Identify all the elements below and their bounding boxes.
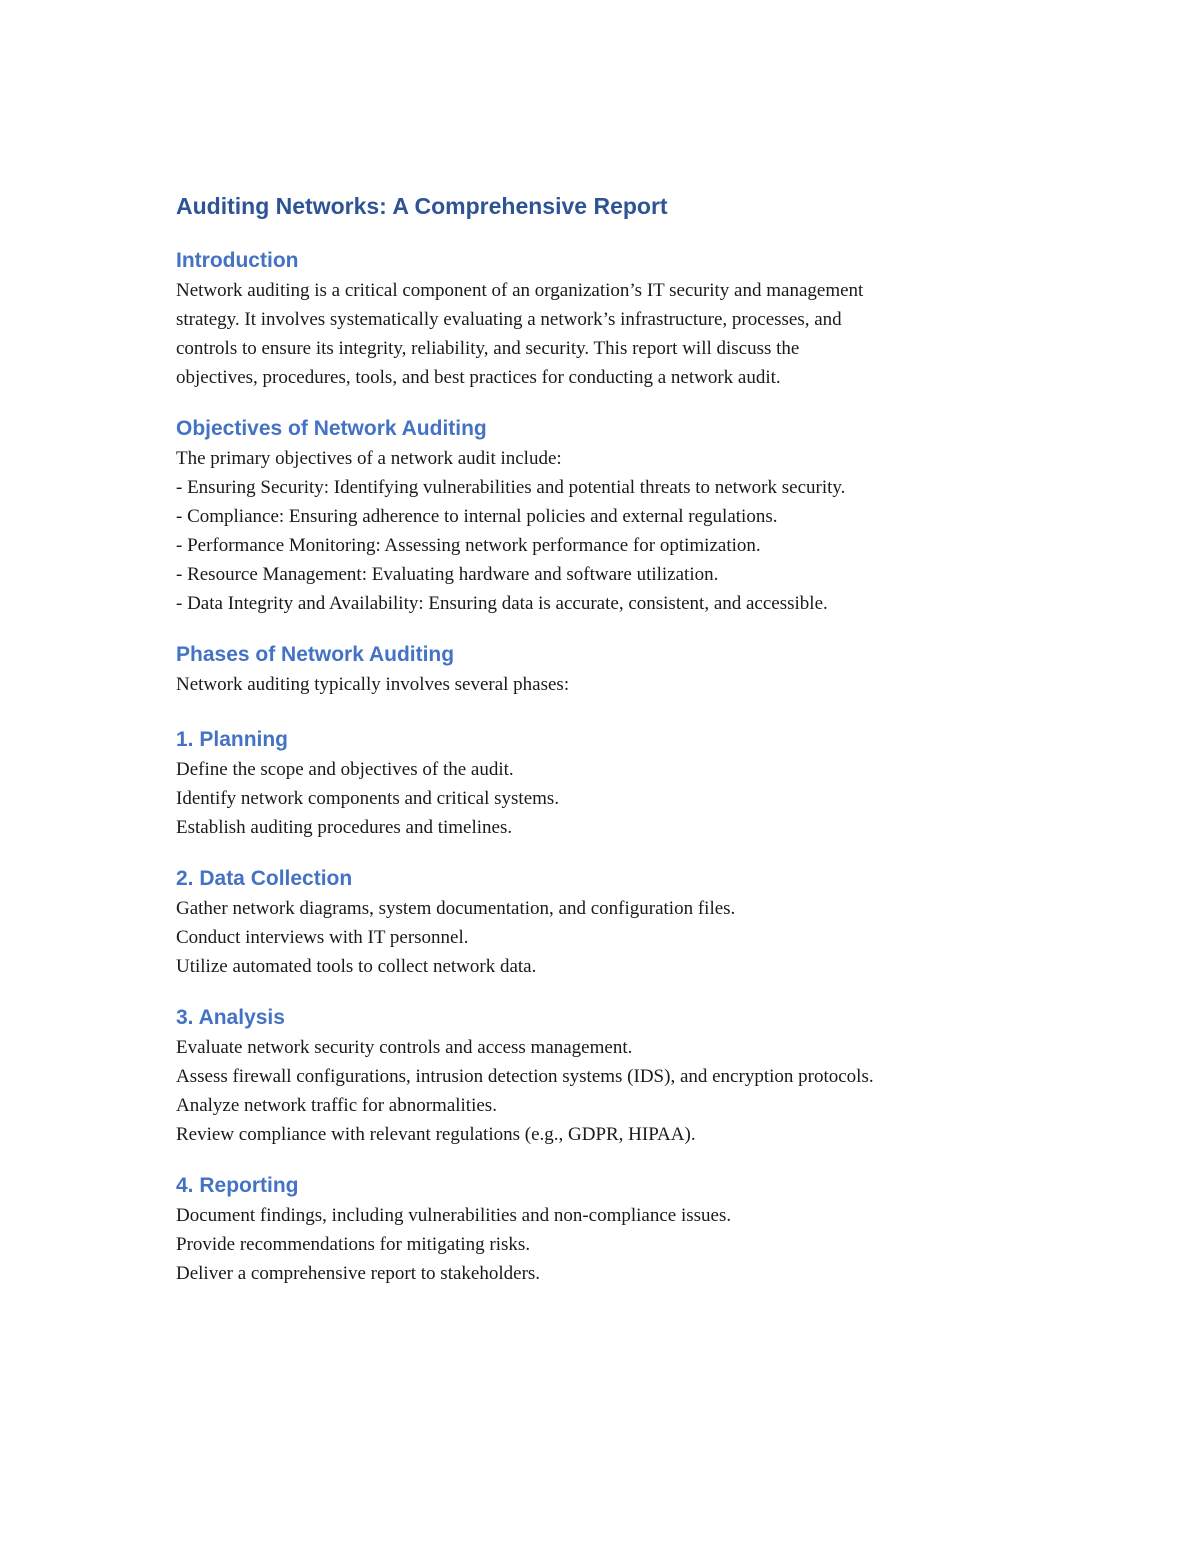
body-line: Utilize automated tools to collect network data. [176, 956, 537, 977]
section-body [176, 670, 1036, 699]
section-heading: Objectives of Network Auditing [176, 417, 487, 440]
body-line: Review compliance with relevant regulations (e.g., GDPR, HIPAA). [176, 1124, 696, 1145]
body-line: Establish auditing procedures and timelines. [176, 817, 513, 838]
body-line: Network auditing is a critical component of an organization’s IT security and management [176, 280, 864, 301]
body-line: Define the scope and objectives of the audit. [176, 759, 514, 780]
section-body [176, 444, 1036, 618]
section-heading: Phases of Network Auditing [176, 643, 455, 666]
section-body [176, 1033, 1036, 1149]
section-heading: 4. Reporting [176, 1174, 299, 1197]
body-line: Deliver a comprehensive report to stakeholders. [176, 1263, 541, 1284]
body-line: Document findings, including vulnerabilities and non-compliance issues. [176, 1205, 732, 1226]
section-phases [176, 640, 1036, 699]
list-item: - Ensuring Security: Identifying vulnerabilities and potential threats to network security. [176, 477, 846, 498]
section-heading: 3. Analysis [176, 1006, 285, 1029]
section-analysis [176, 1003, 1036, 1149]
section-heading: Introduction [176, 249, 299, 272]
body-line: Provide recommendations for mitigating risks. [176, 1234, 531, 1255]
body-line: strategy. It involves systematically evaluating a network’s infrastructure, processes, and [176, 309, 842, 330]
document-page [176, 190, 1036, 1288]
section-objectives [176, 414, 1036, 618]
list-item: - Resource Management: Evaluating hardware and software utilization. [176, 564, 719, 585]
body-line: Identify network components and critical systems. [176, 788, 560, 809]
section-body [176, 755, 1036, 842]
body-line: Evaluate network security controls and access management. [176, 1037, 633, 1058]
body-line: objectives, procedures, tools, and best practices for conducting a network audit. [176, 367, 781, 388]
body-line: Gather network diagrams, system documentation, and configuration files. [176, 898, 736, 919]
body-line: The primary objectives of a network audit include: [176, 448, 562, 469]
body-line: controls to ensure its integrity, reliability, and security. This report will discuss the [176, 338, 800, 359]
document-title: Auditing Networks: A Comprehensive Report [176, 193, 668, 219]
section-introduction [176, 246, 1036, 392]
list-item: - Data Integrity and Availability: Ensuring data is accurate, consistent, and accessible. [176, 593, 828, 614]
section-planning [176, 725, 1036, 842]
body-line: Analyze network traffic for abnormalities. [176, 1095, 497, 1116]
list-item: - Compliance: Ensuring adherence to internal policies and external regulations. [176, 506, 778, 527]
section-heading: 1. Planning [176, 728, 289, 751]
section-reporting [176, 1171, 1036, 1288]
section-heading: 2. Data Collection [176, 867, 353, 890]
section-body [176, 894, 1036, 981]
section-body [176, 1201, 1036, 1288]
body-line: Assess firewall configurations, intrusion detection systems (IDS), and encryption protocols. [176, 1066, 874, 1087]
section-body [176, 276, 1036, 392]
list-item: - Performance Monitoring: Assessing network performance for optimization. [176, 535, 761, 556]
body-line: Network auditing typically involves several phases: [176, 674, 570, 695]
body-line: Conduct interviews with IT personnel. [176, 927, 469, 948]
section-data-collection [176, 864, 1036, 981]
